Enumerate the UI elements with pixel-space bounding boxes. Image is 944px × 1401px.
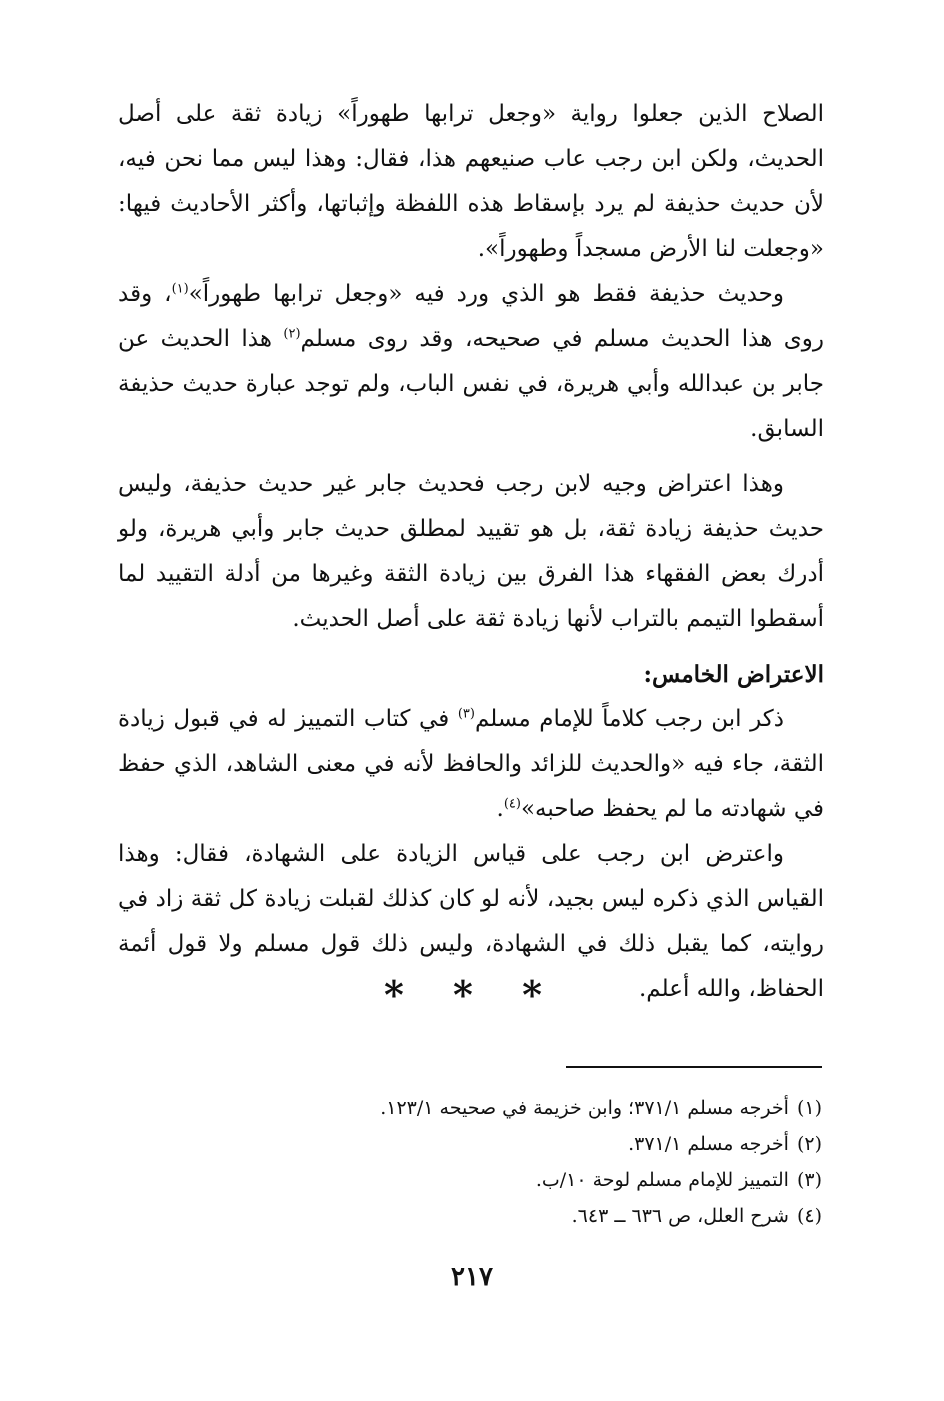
footnote-1 [200, 1090, 822, 1126]
footnote-number: (٢) [796, 1133, 822, 1155]
footnote-ref-1: (١) [171, 281, 189, 297]
footnote-ref-2: (٢) [283, 326, 301, 342]
footnote-ref-3: (٣) [457, 706, 475, 722]
section-separator: * * * [383, 972, 561, 1017]
footnote-number: (١) [796, 1097, 822, 1119]
footnote-4 [200, 1198, 822, 1234]
paragraph-2-part-b: ، وقد روى هذا الحديث مسلم في صحيحه، وقد روى مسلم [118, 281, 824, 352]
paragraph-1: الصلاح الذين جعلوا رواية «وجعل ترابها طهوراً» زيادة ثقة على أصل الحديث، ولكن ابن رجب عاب صنيعهم هذا، فقال: وهذا ليس مما نحن فيه، لأن حديث حذيفة لم يرد بإسقاط هذه اللفظة وإثباتها، وأكثر الأحاديث فيها: «وجعلت لنا الأرض مسجداً وطهوراً». [118, 101, 824, 262]
paragraph-2 [118, 272, 824, 452]
footnote-number: (٤) [796, 1205, 822, 1227]
footnote-ref-4: (٤) [503, 796, 521, 812]
paragraph-4-part-c: . [496, 796, 504, 822]
footnote-text: أخرجه مسلم ٣٧١/١؛ وابن خزيمة في صحيحه ١٢٣/١. [380, 1097, 789, 1119]
footnote-3 [200, 1162, 822, 1198]
footnote-text: شرح العلل، ص ٦٣٦ ــ ٦٤٣. [571, 1205, 789, 1227]
footnote-2 [200, 1126, 822, 1162]
footnote-text: التمييز للإمام مسلم لوحة ١٠/ب. [535, 1169, 789, 1191]
paragraph-2-part-c: هذا الحديث عن جابر بن عبدالله وأبي هريرة، في نفس الباب، ولم توجد عبارة حديث حذيفة السابق. [118, 326, 824, 442]
footnotes [200, 1090, 822, 1234]
paragraph-3: وهذا اعتراض وجيه لابن رجب فحديث جابر غير حديث حذيفة، وليس حديث حذيفة زيادة ثقة، بل هو تقييد لمطلق حديث جابر وأبي هريرة، ولو أدرك بعض الفقهاء هذا الفرق بين زيادة الثقة وغيرها من أدلة التقييد لما أسقطوا التيمم بالتراب لأنها زيادة ثقة على أصل الحديث. [118, 471, 824, 632]
paragraph-4-part-b: في كتاب التمييز له في قبول زيادة الثقة، جاء فيه «والحديث للزائد والحافظ لأنه في معنى الشاهد، الذي حفظ في شهادته ما لم يحفظ صاحبه» [118, 706, 824, 822]
paragraph-2-part-a: وحديث حذيفة فقط هو الذي ورد فيه «وجعل ترابها طهوراً» [188, 281, 784, 307]
footnote-divider [566, 1066, 822, 1068]
main-text [118, 92, 824, 1012]
paragraph-4 [118, 697, 824, 832]
footnote-number: (٣) [796, 1169, 822, 1191]
paragraph-4-part-a: ذكر ابن رجب كلاماً للإمام مسلم [474, 706, 784, 732]
footnote-text: أخرجه مسلم ٣٧١/١. [628, 1133, 789, 1155]
section-heading: الاعتراض الخامس: [643, 661, 824, 688]
paragraph-5: واعترض ابن رجب على قياس الزيادة على الشهادة، فقال: وهذا القياس الذي ذكره ليس بجيد، لأنه لو كان كذلك لقبلت زيادة كل ثقة زاد في روايته، كما يقبل ذلك في الشهادة، وليس ذلك قول مسلم ولا قول أئمة الحفاظ، والله أعلم. [118, 841, 824, 1002]
page-number: ٢١٧ [451, 1262, 493, 1292]
